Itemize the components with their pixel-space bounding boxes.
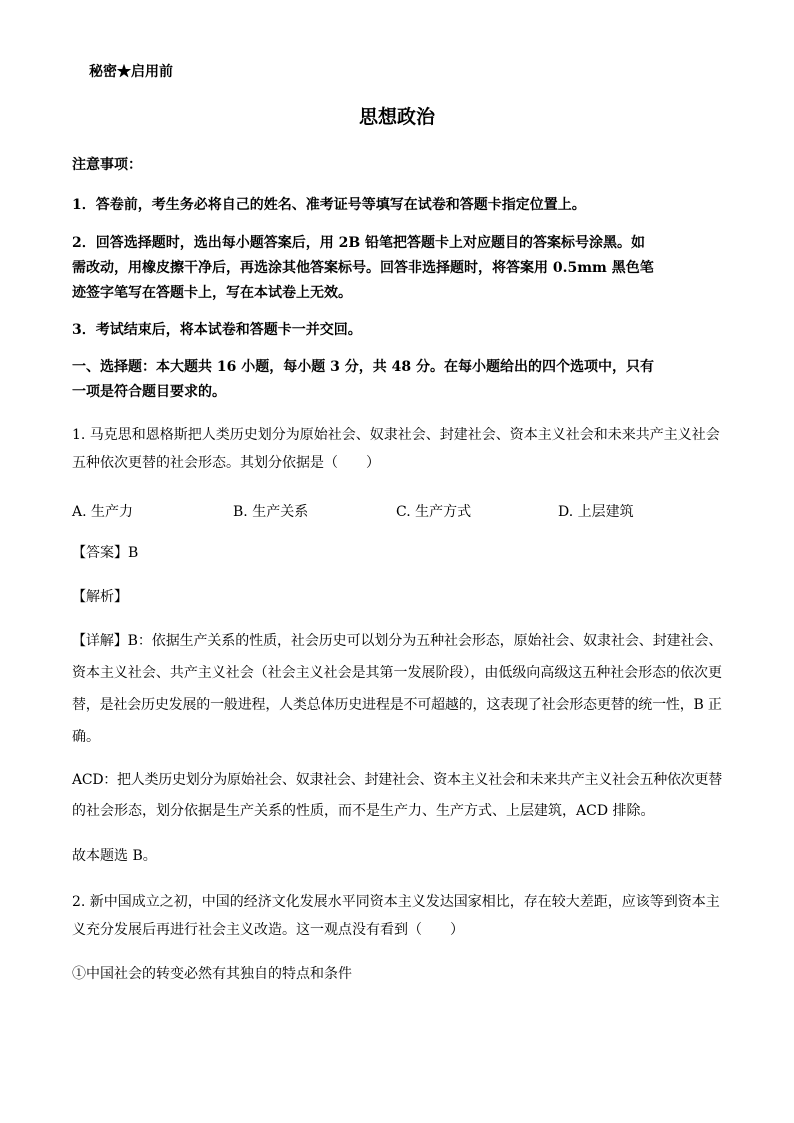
notice-item-3: 3．考试结束后，将本试卷和答题卡一并交回。 bbox=[72, 322, 362, 338]
notice-heading: 注意事项： bbox=[72, 157, 142, 173]
detail-line-4: 确。 bbox=[72, 729, 100, 745]
acd-line-2: 的社会形态，划分依据是生产关系的性质，而不是生产力、生产方式、上层建筑，ACD 排除。 bbox=[72, 803, 655, 819]
analysis-label: 【解析】 bbox=[72, 589, 128, 605]
confidential-label: 秘密★启用前 bbox=[89, 64, 173, 80]
conclusion-line: 故本题选 B。 bbox=[72, 848, 157, 864]
question-2-item-1: ①中国社会的转变必然有其独自的特点和条件 bbox=[72, 966, 352, 982]
question-1-line-1: 1. 马克思和恩格斯把人类历史划分为原始社会、奴隶社会、封建社会、资本主义社会和未来共产主义社会 bbox=[72, 427, 720, 443]
option-d: D. 上层建筑 bbox=[558, 504, 634, 520]
detail-line-1: 【详解】B：依据生产关系的性质，社会历史可以划分为五种社会形态，原始社会、奴隶社会、封建社会、 bbox=[72, 633, 723, 649]
detail-line-2: 资本主义社会、共产主义社会（社会主义社会是其第一发展阶段），由低级向高级这五种社会形态的依次更 bbox=[72, 665, 722, 681]
section-heading-line-2: 一项是符合题目要求的。 bbox=[72, 384, 226, 400]
question-1-line-2: 五种依次更替的社会形态。其划分依据是（ ） bbox=[72, 455, 380, 471]
section-heading-line-1: 一、选择题：本大题共 16 小题，每小题 3 分，共 48 分。在每小题给出的四个选项中，只有 bbox=[72, 359, 654, 375]
question-2-line-2: 义充分发展后再进行社会主义改造。这一观点没有看到（ ） bbox=[72, 922, 464, 938]
option-a: A. 生产力 bbox=[72, 504, 134, 520]
acd-line-1: ACD：把人类历史划分为原始社会、奴隶社会、封建社会、资本主义社会和未来共产主义社会五种依次更替 bbox=[72, 772, 723, 788]
option-b: B. 生产关系 bbox=[233, 504, 309, 520]
notice-item-1: 1．答卷前，考生务必将自己的姓名、准考证号等填写在试卷和答题卡指定位置上。 bbox=[72, 197, 586, 213]
exam-title: 思想政治 bbox=[358, 106, 435, 128]
question-2-line-1: 2. 新中国成立之初，中国的经济文化发展水平同资本主义发达国家相比，存在较大差距，应该等到资本主 bbox=[72, 894, 720, 910]
option-c: C. 生产方式 bbox=[396, 504, 472, 520]
detail-line-3: 替，是社会历史发展的一般进程，人类总体历史进程是不可超越的，这表现了社会形态更替的统一性，B 正 bbox=[72, 697, 722, 713]
notice-item-2-line-3: 迹签字笔写在答题卡上，写在本试卷上无效。 bbox=[72, 285, 352, 301]
answer-label: 【答案】B bbox=[72, 545, 139, 561]
notice-item-2-line-1: 2．回答选择题时，选出每小题答案后，用 2B 铅笔把答题卡上对应题目的答案标号涂黑。如 bbox=[72, 235, 646, 251]
notice-item-2-line-2: 需改动，用橡皮擦干净后，再选涂其他答案标号。回答非选择题时，将答案用 0.5mm 黑色笔 bbox=[72, 260, 654, 276]
